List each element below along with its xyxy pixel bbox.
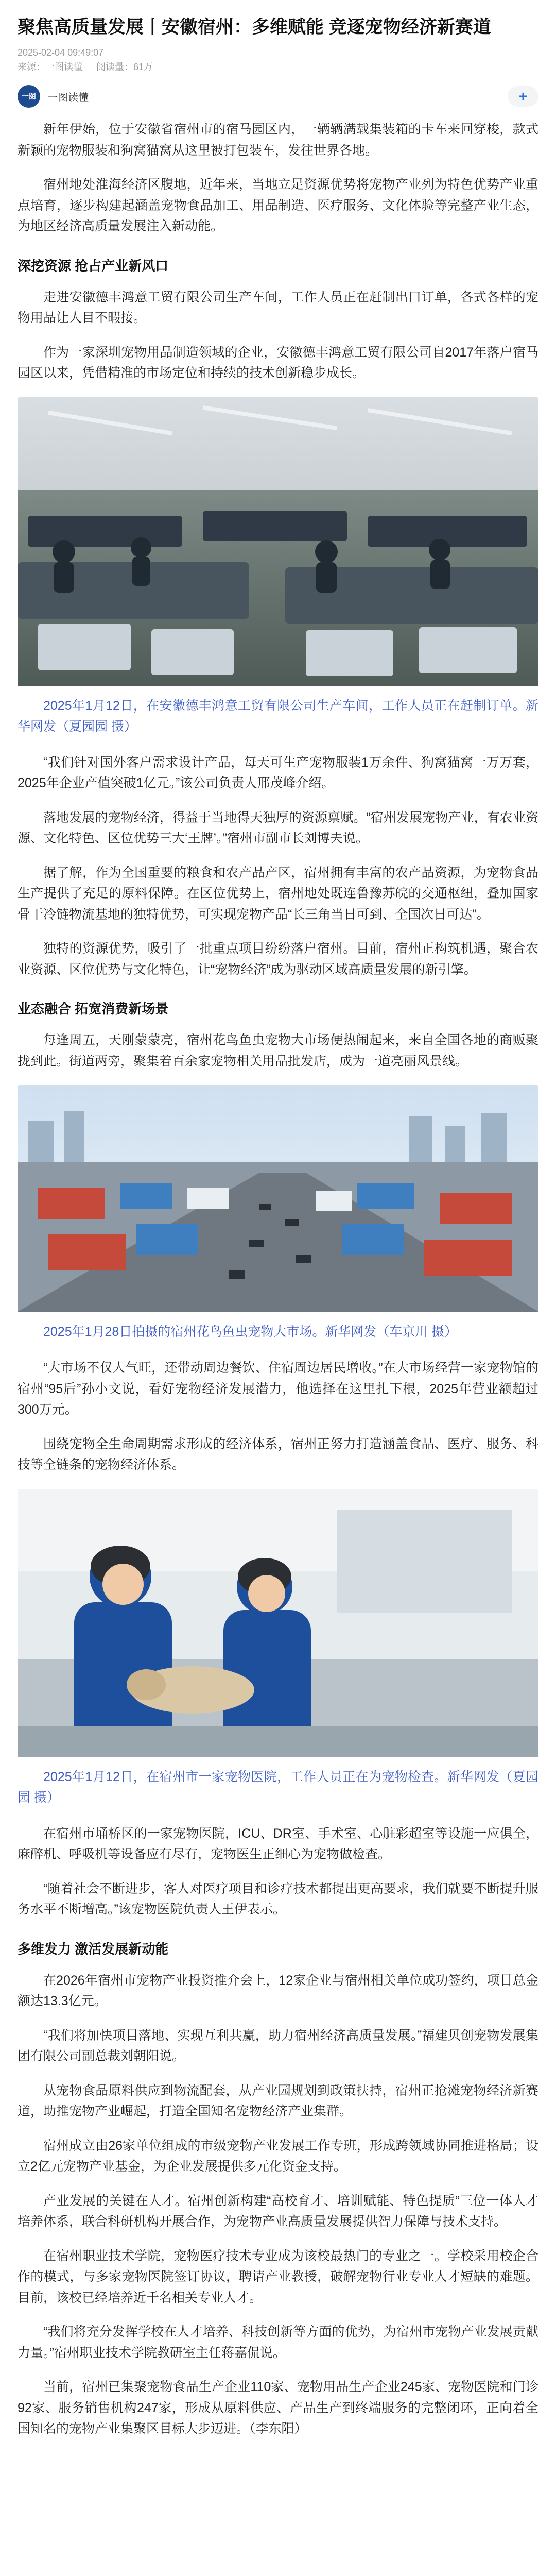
photo-caption: 2025年1月12日，在安徽德丰鸿意工贸有限公司生产车间，工作人员正在赶制订单。新华网发（夏园园 摄） [18, 698, 538, 734]
paragraph: 落地发展的宠物经济，得益于当地得天独厚的资源禀赋。“宿州发展宠物产业，有农业资源、文化特色、区位优势三大‘王牌’。”宿州市副市长刘博夫说。 [18, 810, 538, 846]
paragraph: 走进安徽德丰鸿意工贸有限公司生产车间，工作人员正在赶制出口订单，各式各样的宠物用品让人目不暇接。 [18, 290, 538, 326]
factory-workshop-photo [18, 397, 538, 688]
author-name[interactable]: 一图读懂 [47, 92, 89, 104]
paragraph: “我们将加快项目落地、实现互利共赢，助力宿州经济高质量发展。”福建贝创宠物发展集团有限公司副总裁刘朝阳说。 [18, 2028, 538, 2064]
article-meta-2 [18, 60, 538, 75]
paragraph: 在2026年宿州市宠物产业投资推介会上，12家企业与宿州相关单位成功签约，项目总金额达13.3亿元。 [18, 1973, 538, 2009]
paragraph: “我们将充分发挥学校在人才培养、科技创新等方面的优势，为宿州市宠物产业发展贡献力量。”宿州职业技术学院教研室主任蒋嘉侃说。 [18, 2325, 538, 2360]
photo-caption: 2025年1月28日拍摄的宿州花鸟鱼虫宠物大市场。新华网发（车京川 摄） [43, 1325, 458, 1340]
section-heading: 业态融合 拓宽消费新场景 [18, 1001, 169, 1017]
article-views: 阅读量：61万 [96, 62, 153, 73]
paragraph: 宿州地处淮海经济区腹地，近年来，当地立足资源优势将宠物产业列为特色优势产业重点培育，逐步构建起涵盖宠物食品加工、用品制造、医疗服务、文化体验等完整产业生态，为地区经济高质量发展注入新动能。 [18, 177, 538, 234]
article-source: 来源：一图读懂 [18, 62, 82, 73]
paragraph: 每逢周五，天刚蒙蒙亮，宿州花鸟鱼虫宠物大市场便热闹起来，来自全国各地的商贩聚拢到此。街道两旁，聚集着百余家宠物相关用品批发店，成为一道亮丽风景线。 [18, 1033, 538, 1069]
paragraph: “随着社会不断进步，客人对医疗项目和诊疗技术都提出更高要求，我们就要不断提升服务水平不断增高。”该宠物医院负责人王伊表示。 [18, 1881, 538, 1917]
paragraph: “大市场不仅人气旺，还带动周边餐饮、住宿周边居民增收。”在大市场经营一家宠物馆的宿州“95后”孙小文说，看好宠物经济发展潜力，他选择在这里扎下根，2025年营业额超过300万元。 [18, 1361, 538, 1417]
paragraph: 在宿州市埇桥区的一家宠物医院，ICU、DR室、手术室、心脏彩超室等设施一应俱全，麻醉机、呼吸机等设备应有尽有，宠物医生正细心为宠物做检查。 [18, 1826, 538, 1862]
paragraph: “我们针对国外客户需求设计产品，每天可生产宠物服装1万余件、狗窝猫窝一万万套，2025年企业产值突破1亿元。”该公司负责人邢茂峰介绍。 [18, 755, 538, 791]
pet-hospital-photo [18, 1489, 538, 1759]
paragraph: 独特的资源优势，吸引了一批重点项目纷纷落户宿州。目前，宿州正构筑机遇，聚合农业资源、区位优势与文化特色，让“宠物经济”成为驱动区域高质量发展的新引擎。 [18, 941, 538, 977]
article-meta [18, 45, 538, 60]
paragraph: 新年伊始，位于安徽省宿州市的宿马园区内，一辆辆满载集装箱的卡车来回穿梭，款式新颖的宠物服装和狗窝猫窝从这里被打包装车，发往世界各地。 [18, 122, 538, 158]
author-info[interactable] [18, 85, 89, 108]
paragraph: 据了解，作为全国重要的粮食和农产品产区，宿州拥有丰富的农产品资源，为宠物食品生产提供了充足的原料保障。在区位优势上，宿州地处既连鲁豫苏皖的交通枢纽，叠加国家骨干冷链物流基地的独特优势，可实现宠物产品“长三角当日可到、全国次日可达”。 [18, 865, 538, 922]
paragraph: 产业发展的关键在人才。宿州创新构建“高校育才、培训赋能、特色提质”三位一体人才培养体系，联合科研机构开展合作，为宠物产业高质量发展提供智力保障与技术支持。 [18, 2193, 538, 2229]
market-aerial-photo [18, 1085, 538, 1314]
section-heading: 多维发力 激活发展新动能 [18, 1941, 169, 1957]
article-title: 聚焦高质量发展丨安徽宿州：多维赋能 竞逐宠物经济新赛道 [18, 17, 491, 37]
paragraph: 宿州成立由26家单位组成的市级宠物产业发展工作专班，形成跨领域协同推进格局；设立2亿元宠物产业基金，为企业发展提供多元化资金支持。 [18, 2138, 538, 2174]
avatar[interactable]: 一图 [18, 85, 40, 108]
article-date: 2025-02-04 09:49:07 [18, 47, 104, 58]
paragraph: 围绕宠物全生命周期需求形成的经济体系，宿州正努力打造涵盖食品、医疗、服务、科技等全链条的宠物经济体系。 [18, 1436, 538, 1472]
photo-caption: 2025年1月12日，在宿州市一家宠物医院，工作人员正在为宠物检查。新华网发（夏园园 摄） [18, 1769, 538, 1805]
follow-button[interactable]: + [508, 86, 538, 107]
paragraph: 从宠物食品原料供应到物流配套，从产业园规划到政策扶持，宿州正抢滩宠物经济新赛道，助推宠物产业崛起，打造全国知名宠物经济产业集群。 [18, 2083, 538, 2119]
paragraph: 作为一家深圳宠物用品制造领域的企业，安徽德丰鸿意工贸有限公司自2017年落户宿马园区以来，凭借精准的市场定位和持续的技术创新稳步成长。 [18, 345, 538, 381]
paragraph: 在宿州职业技术学院，宠物医疗技术专业成为该校最热门的专业之一。学校采用校企合作的模式，与多家宠物医院签订协议，聘请产业教授，破解宠物行业专业人才短缺的难题。目前，该校已经培养近千名相关专业人才。 [18, 2248, 538, 2305]
section-heading: 深挖资源 抢占产业新风口 [18, 258, 169, 274]
paragraph: 当前，宿州已集聚宠物食品生产企业110家、宠物用品生产企业245家、宠物医院和门诊92家、服务销售机构247家，形成从原料供应、产品生产到终端服务的完整闭环，正向着全国知名的宠物产业集聚区目标大步迈进。（李东阳） [18, 2380, 538, 2436]
author-bar [18, 85, 538, 108]
